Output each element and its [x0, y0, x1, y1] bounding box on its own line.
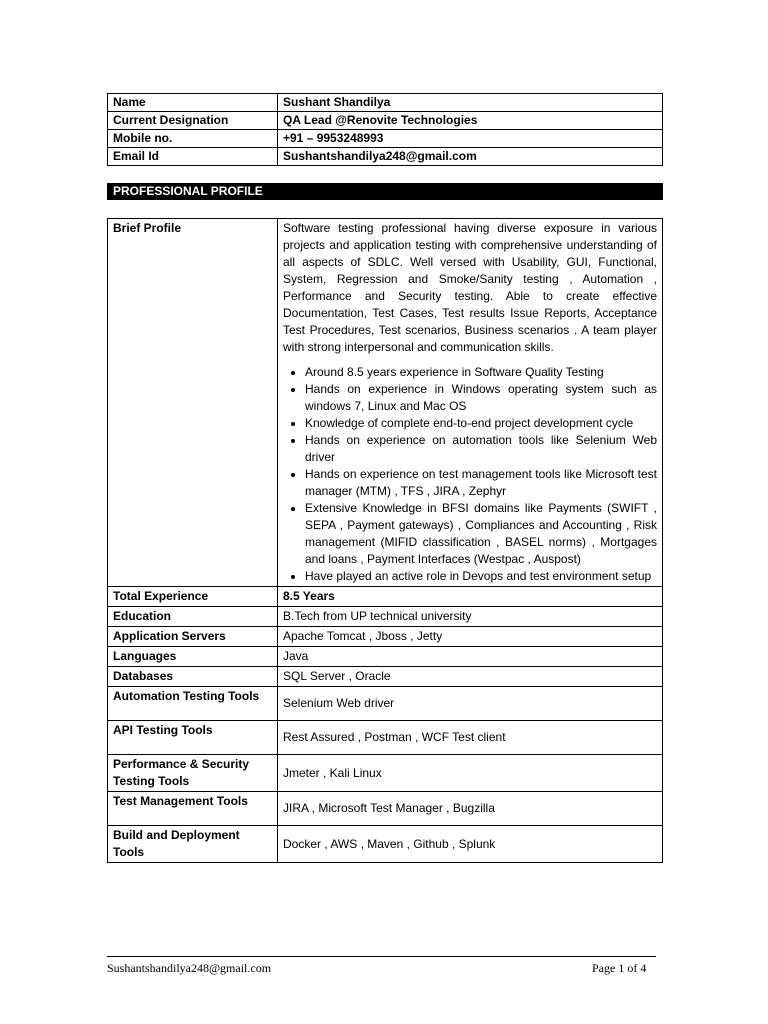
table-row — [108, 219, 663, 587]
row-value: Selenium Web driver — [278, 687, 663, 721]
row-value: Rest Assured , Postman , WCF Test client — [278, 721, 663, 755]
row-label: Test Management Tools — [108, 792, 278, 826]
row-label: Application Servers — [108, 627, 278, 647]
table-row — [108, 130, 663, 148]
row-value: B.Tech from UP technical university — [278, 607, 663, 627]
section-title: PROFESSIONAL PROFILE — [113, 184, 263, 198]
row-label: Databases — [108, 667, 278, 687]
row-label: Build and Deployment Tools — [108, 826, 278, 863]
table-row — [108, 687, 663, 721]
contact-label: Current Designation — [108, 112, 278, 130]
contact-value: Sushantshandilya248@gmail.com — [278, 148, 663, 166]
footer-email: Sushantshandilya248@gmail.com — [107, 961, 272, 975]
row-label: Automation Testing Tools — [108, 687, 278, 721]
table-row — [108, 148, 663, 166]
contact-value: +91 – 9953248993 — [278, 130, 663, 148]
table-row — [108, 826, 663, 863]
contact-label: Email Id — [108, 148, 278, 166]
contact-label: Mobile no. — [108, 130, 278, 148]
brief-profile-label: Brief Profile — [108, 219, 278, 587]
contact-table — [107, 93, 663, 166]
contact-value: Sushant Shandilya — [278, 94, 663, 112]
list-item: • Hands on experience on test management tools like Microsoft test manager (MTM) , TFS , JIRA , Zephyr — [305, 466, 657, 500]
brief-profile-value — [278, 219, 663, 587]
table-row — [108, 792, 663, 826]
table-row — [108, 667, 663, 687]
list-item: • Have played an active role in Devops and test environment setup — [305, 568, 657, 585]
table-row — [108, 627, 663, 647]
footer-divider — [107, 956, 656, 957]
row-value: Jmeter , Kali Linux — [278, 755, 663, 792]
table-row — [108, 587, 663, 607]
profile-table — [107, 218, 663, 863]
page-number: Page 1 of 4 — [592, 961, 647, 975]
contact-value: QA Lead @Renovite Technologies — [278, 112, 663, 130]
row-label: Education — [108, 607, 278, 627]
brief-profile-bullets — [283, 364, 657, 585]
row-label: Languages — [108, 647, 278, 667]
row-value: 8.5 Years — [278, 587, 663, 607]
list-item: • Hands on experience on automation tools like Selenium Web driver — [305, 432, 657, 466]
list-item: • Around 8.5 years experience in Software Quality Testing — [305, 364, 657, 381]
list-item: • Hands on experience in Windows operating system such as windows 7, Linux and Mac OS — [305, 381, 657, 415]
list-item: • Extensive Knowledge in BFSI domains like Payments (SWIFT , SEPA , Payment gateways) , Compliances and Accounting , Risk management (MIFID classification , BASEL norms) , Mortgages and loans , Payment Interfaces (Westpac , Auspost) — [305, 500, 657, 568]
table-row — [108, 647, 663, 667]
row-value: Java — [278, 647, 663, 667]
row-value: SQL Server , Oracle — [278, 667, 663, 687]
contact-label: Name — [108, 94, 278, 112]
row-value: Apache Tomcat , Jboss , Jetty — [278, 627, 663, 647]
table-row — [108, 112, 663, 130]
row-value: Docker , AWS , Maven , Github , Splunk — [278, 826, 663, 863]
list-item: • Knowledge of complete end-to-end project development cycle — [305, 415, 657, 432]
table-row — [108, 721, 663, 755]
row-label: Total Experience — [108, 587, 278, 607]
section-header — [107, 183, 663, 200]
table-row — [108, 94, 663, 112]
row-label: Performance & Security Testing Tools — [108, 755, 278, 792]
table-row — [108, 607, 663, 627]
brief-profile-paragraph: Software testing professional having diverse exposure in various projects and application testing with comprehensive understanding of all aspects of SDLC. Well versed with Usability, GUI, Functional, System, Regression and Smoke/Sanity testing , Automation , Performance and Security testing. Able to create effective Documentation, Test Cases, Test results Issue Reports, Acceptance Test Procedures, Test scenarios, Business scenarios . A team player with strong interpersonal and communication skills. — [283, 221, 657, 354]
row-label: API Testing Tools — [108, 721, 278, 755]
table-row — [108, 755, 663, 792]
row-value: JIRA , Microsoft Test Manager , Bugzilla — [278, 792, 663, 826]
